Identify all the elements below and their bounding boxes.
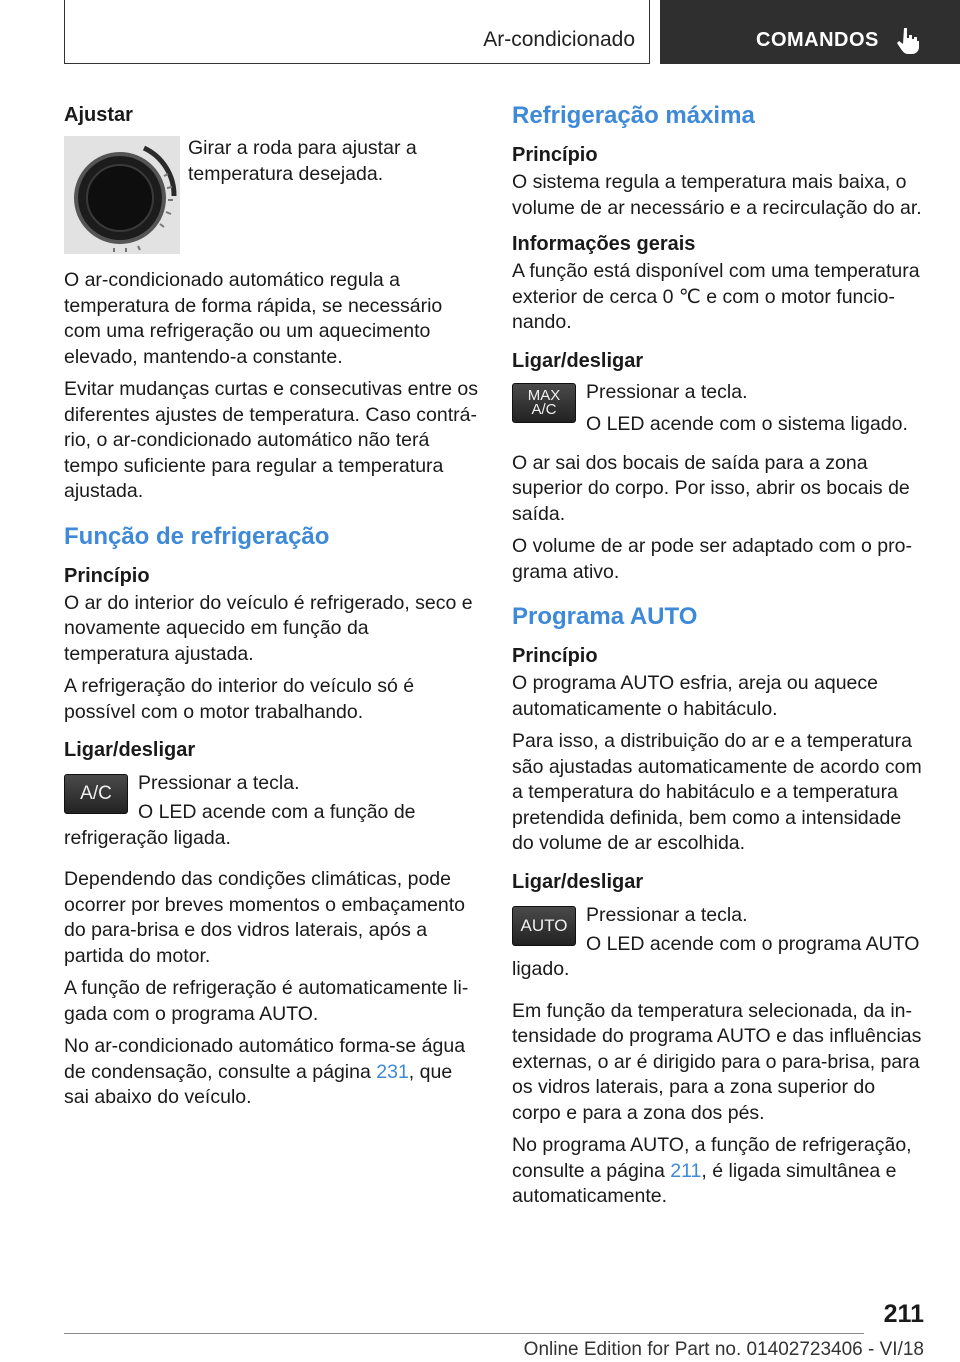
right-paragraph-7: Em função da temperatura selecionada, da intensidade do programa AUTO e das influências externas, o ar é dirigido para o para-brisa, para os vidros laterais, para a zona superior do corpo e para a zona dos pés. bbox=[512, 999, 922, 1124]
principio-heading-3: Princípio bbox=[512, 645, 598, 667]
right-paragraph-2: A função está disponível com uma temperatura exterior de cerca 0 ℃ e com o motor funcionando. bbox=[512, 260, 920, 333]
led-auto-text bbox=[512, 932, 927, 983]
para7-text-a: No ar-condicionado automático forma-se água de condensação, consulte a página bbox=[64, 1035, 466, 1083]
footer-divider bbox=[64, 1333, 864, 1334]
ligar-desligar-heading-2: Ligar/desligar bbox=[512, 349, 644, 372]
temperature-dial-image bbox=[64, 136, 180, 254]
left-paragraph-4: A refrigeração do interior do veículo só é possível com o motor trabalhando. bbox=[64, 675, 415, 723]
left-paragraph-6: A função de refrigeração é automaticamente ligada com o programa AUTO. bbox=[64, 977, 469, 1025]
section-title-refrigeracao: Função de refrigeração bbox=[64, 522, 330, 550]
edition-footer: Online Edition for Part no. 01402723406 - VI/18 bbox=[523, 1339, 924, 1360]
led-auto-text-content: O LED acende com o programa AUTO ligado. bbox=[512, 932, 920, 980]
press-key-text: Pressionar a tecla. bbox=[138, 772, 300, 794]
press-key-text-2: Pressionar a tecla. bbox=[586, 380, 748, 403]
principio-heading: Princípio bbox=[64, 564, 150, 587]
para8-text-b: , é ligada simultânea e automaticamente. bbox=[512, 1159, 897, 1207]
hand-pointer-icon bbox=[896, 26, 922, 54]
right-paragraph-6: Para isso, a distribuição do ar e a temperatura são ajustadas automaticamente de acordo com a temperatura do habitáculo e a temperatura pretendida definida, bem como a intensidade do volume de ar escolhida. bbox=[512, 730, 922, 854]
principio-heading-2: Princípio bbox=[512, 144, 598, 166]
ajustar-text: Girar a roda para ajustar a temperatura desejada. bbox=[188, 137, 417, 185]
page-link-211[interactable]: 211 bbox=[670, 1159, 702, 1182]
info-heading: Informações gerais bbox=[512, 233, 696, 255]
right-paragraph-3: O ar sai dos bocais de saída para a zona superior do corpo. Por isso, abrir os bocais de saída. bbox=[512, 451, 910, 525]
section-title: Ar-condicionado bbox=[483, 28, 635, 51]
header-chapter-box bbox=[660, 0, 960, 64]
left-paragraph-7 bbox=[64, 1034, 479, 1111]
left-paragraph-1: O ar-condicionado automático regula a temperatura de forma rápida, se necessário com uma refrigeração ou um aquecimento elevado, mantendo-a constante. bbox=[64, 269, 443, 368]
para7-text-b: , que sai abaixo do veículo. bbox=[64, 1060, 453, 1108]
right-column bbox=[512, 100, 927, 1217]
chapter-title: COMANDOS bbox=[756, 29, 879, 51]
page-number: 211 bbox=[883, 1300, 924, 1328]
ligar-desligar-heading-3: Ligar/desligar bbox=[512, 870, 644, 893]
led-ac-text bbox=[64, 800, 479, 851]
led-ac-text-content: O LED acende com a função de refrigeração ligada. bbox=[64, 801, 416, 849]
max-label-line1: MAX bbox=[527, 386, 561, 404]
para8-text-a: No programa AUTO, a função de refrigeração, consulte a página bbox=[512, 1134, 912, 1182]
right-paragraph-8 bbox=[512, 1133, 927, 1210]
led-max-text: O LED acende com o sistema ligado. bbox=[586, 413, 908, 435]
press-key-text-3: Pressionar a tecla. bbox=[586, 903, 748, 926]
header-section-box bbox=[64, 0, 650, 64]
ligar-desligar-heading: Ligar/desligar bbox=[64, 739, 196, 761]
max-button-text bbox=[586, 380, 927, 445]
page-link-231[interactable]: 231 bbox=[376, 1060, 409, 1083]
left-paragraph-2: Evitar mudanças curtas e consecutivas entre os diferentes ajustes de temperatura. Caso contrário, o ar-condicionado automático não terá tempo suficiente para regular a temperatura ajustada. bbox=[64, 378, 479, 502]
max-ac-button-image bbox=[512, 383, 576, 423]
left-paragraph-5: Dependendo das condições climáticas, pode ocorrer por breves momentos o embaçamento do para-brisa e dos vidros laterais, após a partida do motor. bbox=[64, 868, 466, 967]
ajustar-block bbox=[64, 136, 479, 254]
ac-button-image: A/C bbox=[64, 774, 128, 814]
right-paragraph-1: O sistema regula a temperatura mais baixa, o volume de ar necessário e a recirculação do ar. bbox=[512, 171, 922, 219]
auto-button-image: AUTO bbox=[512, 906, 576, 946]
max-label-line2: A/C bbox=[531, 400, 557, 418]
right-paragraph-4: O volume de ar pode ser adaptado com o programa ativo. bbox=[512, 535, 912, 583]
section-title-auto: Programa AUTO bbox=[512, 603, 698, 630]
left-paragraph-3: O ar do interior do veículo é refrigerado, seco e novamente aquecido em função da temperatura ajustada. bbox=[64, 591, 473, 665]
max-button-block bbox=[512, 380, 927, 445]
right-paragraph-5: O programa AUTO esfria, areja ou aquece automaticamente o habitáculo. bbox=[512, 672, 878, 720]
left-column bbox=[64, 100, 479, 1118]
section-title-max: Refrigeração máxima bbox=[512, 102, 755, 129]
ajustar-heading: Ajustar bbox=[64, 104, 133, 126]
